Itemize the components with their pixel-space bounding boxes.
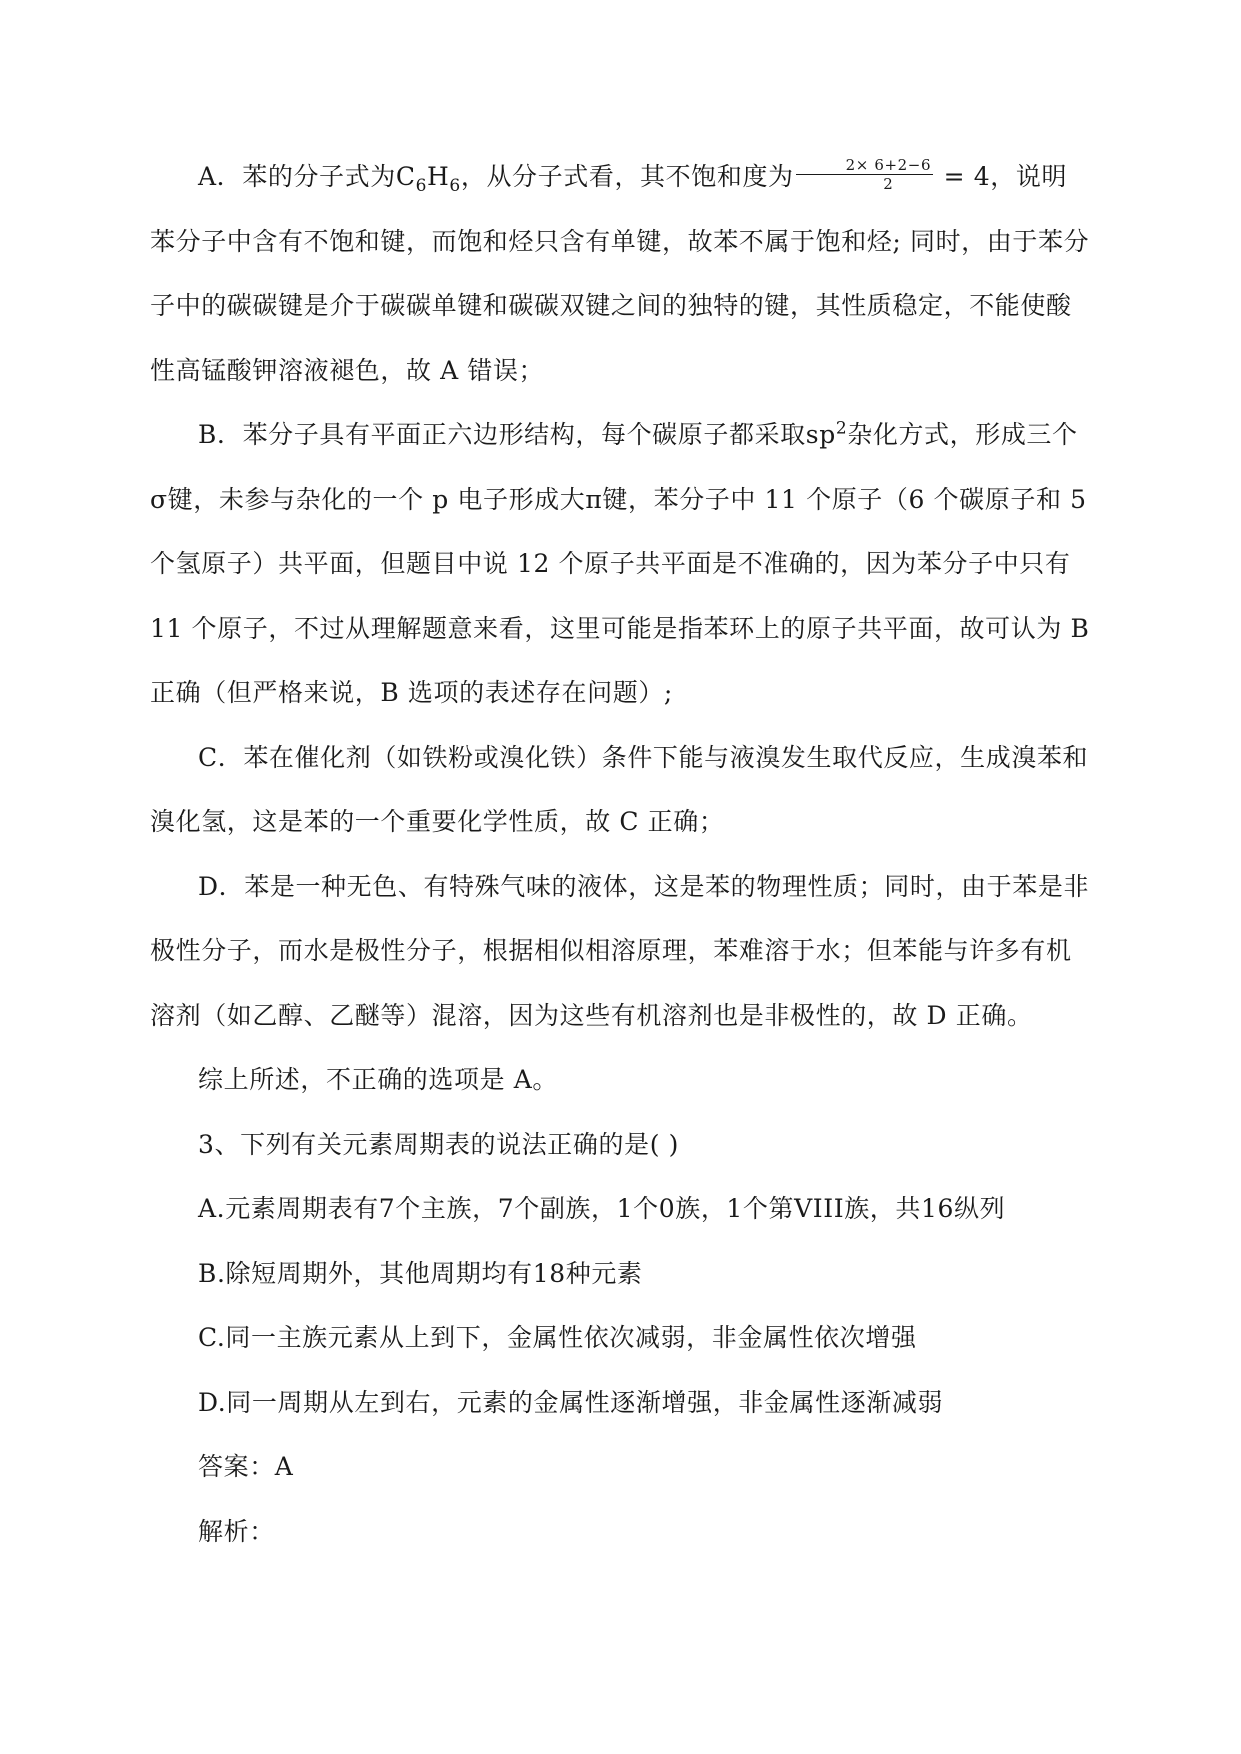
subscript-6b: 6	[449, 176, 461, 196]
analysis-option-a	[150, 145, 1090, 403]
question-3-option-a: A.元素周期表有7个主族，7个副族，1个0族，1个第VIII族，共16纵列	[198, 1194, 1006, 1223]
fraction-numerator: 2× 6+2−6	[796, 156, 933, 175]
analysis-b-text-1: B．苯分子具有平面正六边形结构，每个碳原子都采取sp	[198, 420, 836, 449]
analysis-b-text-2: 杂化方式，形成三个σ键，未参与杂化的一个 p 电子形成大π键，苯分子中 11 个原子（6 个碳原子和 5 个氢原子）共平面，但题目中说 12 个原子共平面是不准确的，因为苯分子中只有 11 个原子，不过从理解题意来看，这里可能是指苯环上的原子共平面，故可认为 B 正确（但严格来说，B 选项的表述存在问题）;	[150, 420, 1090, 707]
analysis-a-text-2: ，从分子式看，其不饱和度为	[460, 162, 794, 191]
analysis-option-b	[150, 403, 1090, 726]
analysis-a-text-3: = 4，说明苯分子中含有不饱和键，而饱和烃只含有单键，故苯不属于饱和烃; 同时，由于苯分子中的碳碳键是介于碳碳单键和碳碳双键之间的独特的键，其性质稳定，不能使酸性高锰酸钾溶液褪色，故 A 错误；	[150, 162, 1090, 385]
question-3-option-d: D.同一周期从左到右，元素的金属性逐渐增强，非金属性逐渐减弱	[198, 1387, 944, 1417]
superscript-2: 2	[835, 418, 848, 439]
question-3-stem: 3、下列有关元素周期表的说法正确的是( )	[198, 1129, 679, 1159]
unsaturation-fraction	[796, 156, 933, 193]
answer-line: 答案：A	[198, 1452, 294, 1481]
question-3-option-b: B.除短周期外，其他周期均有18种元素	[198, 1258, 643, 1288]
analysis-label: 解析：	[198, 1516, 275, 1546]
analysis-option-c: C．苯在催化剂（如铁粉或溴化铁）条件下能与液溴发生取代反应，生成溴苯和溴化氢，这是苯的一个重要化学性质，故 C 正确；	[150, 742, 1089, 836]
fraction-denominator: 2	[883, 175, 894, 193]
subscript-6: 6	[415, 176, 428, 196]
analysis-option-d: D．苯是一种无色、有特殊气味的液体，这是苯的物理性质；同时，由于苯是非极性分子，而水是极性分子，根据相似相溶原理，苯难溶于水；但苯能与许多有机溶剂（如乙醇、乙醚等）混溶，因为这些有机溶剂也是非极性的，故 D 正确。	[150, 871, 1090, 1030]
analysis-a-text-1: A．苯的分子式为C	[198, 162, 416, 191]
question-3-option-c: C.同一主族元素从上到下，金属性依次减弱，非金属性依次增强	[198, 1323, 917, 1352]
analysis-a-h: H	[427, 162, 450, 191]
analysis-summary: 综上所述，不正确的选项是 A。	[198, 1065, 559, 1094]
document-page	[150, 145, 1090, 1564]
